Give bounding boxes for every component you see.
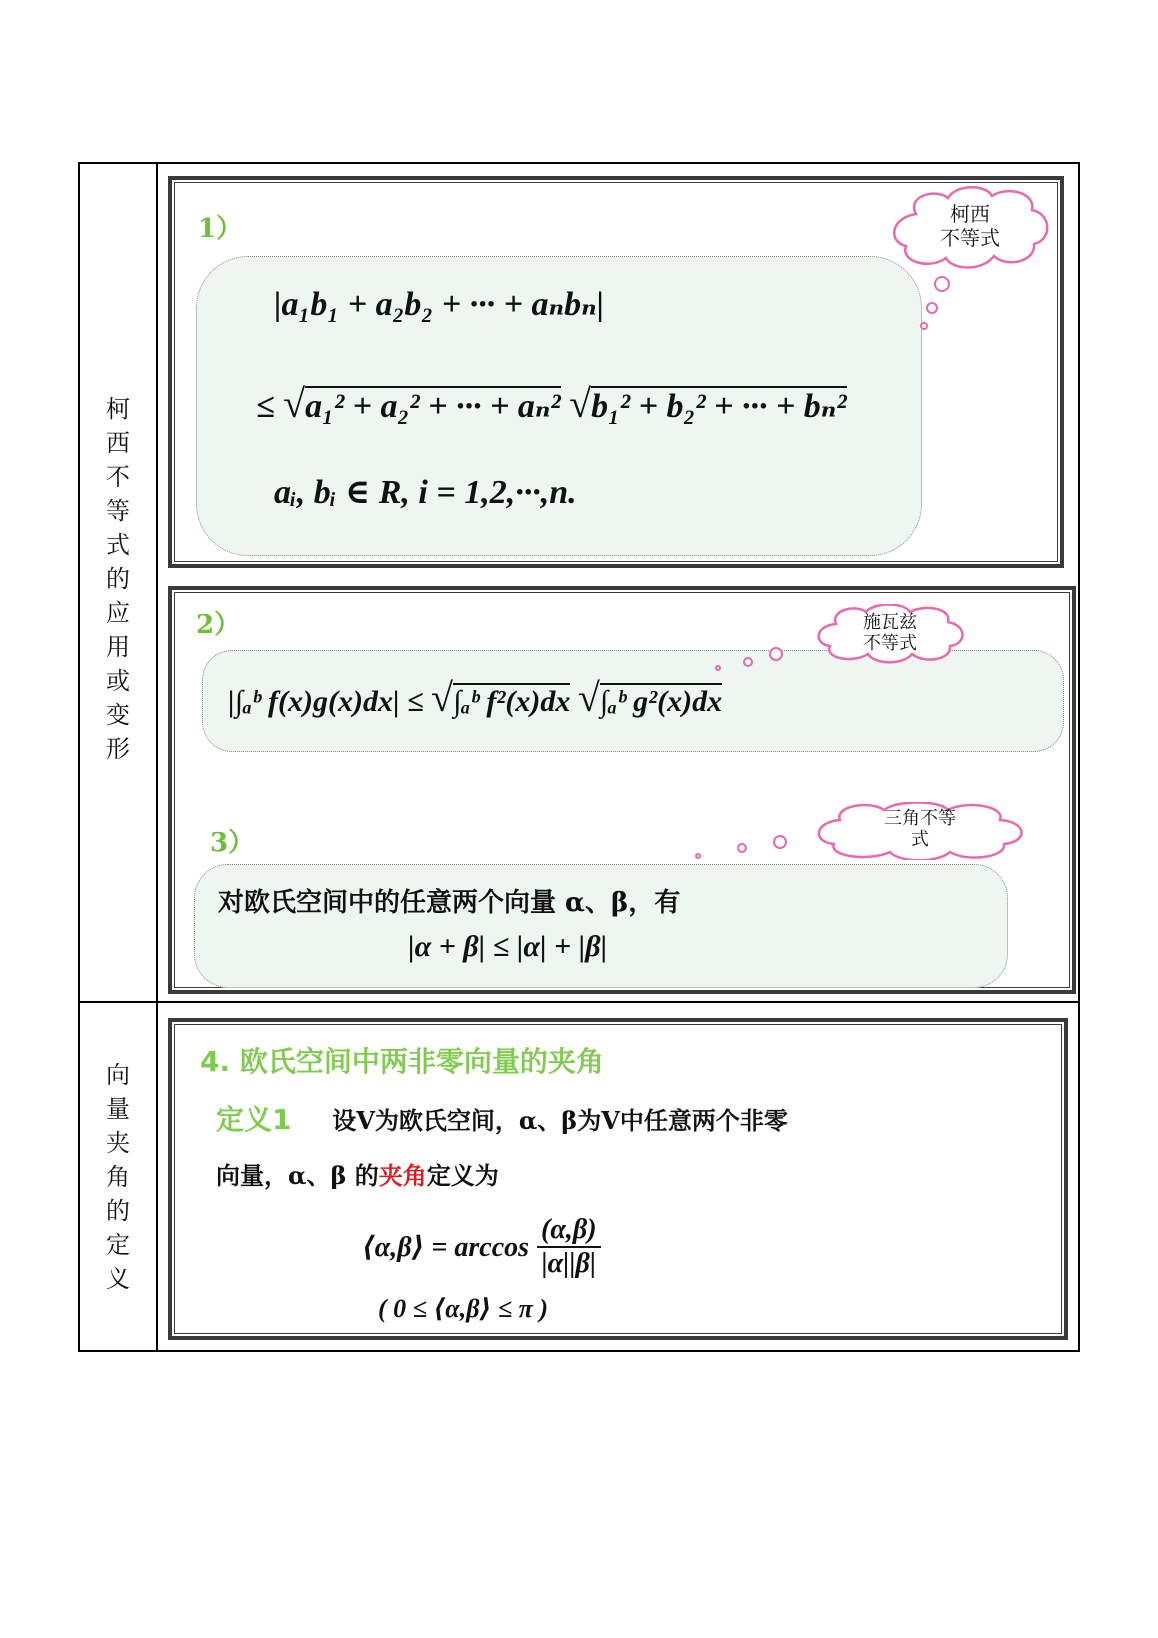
cloud-line1: 施瓦兹 — [863, 612, 917, 633]
cauchy-line3: aᵢ, bᵢ ∈ R, i = 1,2,···,n. — [274, 474, 577, 511]
angle-formula-lhs: ⟨α,β⟩ = arccos — [362, 1232, 530, 1263]
cloud-triangle — [810, 802, 1030, 860]
side-label-char: 应 — [106, 599, 130, 627]
cloud-bubbles-1 — [912, 276, 952, 336]
radical2: b₁² + b₂² + ··· + bₙ² — [591, 388, 847, 425]
side-label-char: 的 — [106, 1197, 130, 1225]
schwarz-formula: |∫ₐᵇ f(x)g(x)dx| ≤ √∫ₐᵇ f²(x)dx √∫ₐᵇ g²(x)dx — [228, 675, 723, 720]
cloud-cauchy-text — [886, 202, 1054, 250]
side-label-char: 等 — [106, 497, 130, 525]
schwarz-lhs: |∫ₐᵇ f(x)g(x)dx| — [228, 685, 400, 718]
angle-range: ( 0 ≤ ⟨α,β⟩ ≤ π ) — [378, 1294, 549, 1323]
side-label-char: 量 — [106, 1095, 130, 1123]
fraction-denominator: |α||β| — [541, 1248, 597, 1279]
section3-text: 对欧氏空间中的任意两个向量 α、β，有 — [218, 888, 681, 918]
definition-line1 — [216, 1098, 788, 1138]
side-label-char: 角 — [106, 1163, 130, 1191]
cloud-schwarz-text — [812, 612, 968, 654]
definition-line2 — [216, 1156, 499, 1191]
section3-number: 3） — [210, 828, 255, 858]
cloud-bubbles-2 — [678, 646, 788, 676]
definition-text2a: 向量，α、β 的 — [216, 1161, 379, 1190]
section1-frame — [168, 176, 1064, 568]
section1-number: 1） — [198, 214, 243, 244]
definition-text1: 设V为欧氏空间，α、β为V中任意两个非零 — [332, 1106, 788, 1135]
row2-side-label — [80, 1058, 156, 1296]
cloud-triangle-text — [810, 808, 1030, 850]
fraction-numerator: (α,β) — [537, 1214, 600, 1248]
cauchy-line1: |a₁b₁ + a₂b₂ + ··· + aₙbₙ| — [274, 286, 605, 323]
schwarz-rad2: ∫ₐᵇ g²(x)dx — [599, 685, 723, 718]
side-label-char: 西 — [106, 429, 130, 457]
side-label-char: 或 — [106, 667, 130, 695]
schwarz-le: ≤ — [407, 685, 424, 718]
row1-side-label — [80, 392, 156, 766]
cloud-line2: 不等式 — [940, 226, 1000, 250]
side-label-char: 用 — [106, 633, 130, 661]
side-label-char: 义 — [106, 1265, 130, 1293]
section4-frame — [168, 1018, 1068, 1340]
side-label-char: 不 — [106, 463, 130, 491]
side-label-char: 向 — [106, 1061, 130, 1089]
section4-title: 4. 欧氏空间中两非零向量的夹角 — [200, 1045, 604, 1078]
section23-frame — [168, 586, 1076, 994]
radical1: a₁² + a₂² + ··· + aₙ² — [305, 388, 561, 425]
side-label-char: 的 — [106, 565, 130, 593]
side-label-char: 变 — [106, 701, 130, 729]
schwarz-rad1: ∫ₐᵇ f²(x)dx — [452, 685, 571, 718]
cloud-line1: 三角不等 — [884, 808, 956, 829]
cloud-cauchy — [886, 184, 1054, 274]
column-divider — [156, 164, 158, 1350]
cloud-bubbles-3 — [652, 834, 792, 864]
side-label-char: 形 — [106, 735, 130, 763]
triangle-formula: |α + β| ≤ |α| + |β| — [408, 930, 608, 963]
cauchy-line2: ≤ √a₁² + a₂² + ··· + aₙ² √b₁² + b₂² + ··· + bₙ² — [256, 381, 847, 426]
cloud-schwarz — [812, 604, 968, 664]
cloud-line1: 柯西 — [950, 202, 990, 226]
row-divider — [80, 1001, 1078, 1003]
side-label-char: 夹 — [106, 1129, 130, 1157]
side-label-char: 定 — [106, 1231, 130, 1259]
angle-keyword: 夹角 — [378, 1161, 427, 1190]
cloud-line2: 式 — [911, 829, 929, 850]
angle-formula — [362, 1214, 601, 1280]
le-symbol: ≤ — [256, 388, 275, 425]
side-label-char: 式 — [106, 531, 130, 559]
definition-text2b: 定义为 — [426, 1161, 499, 1190]
cloud-line2: 不等式 — [863, 633, 917, 654]
definition-label: 定义1 — [216, 1103, 292, 1136]
fraction — [537, 1214, 600, 1280]
side-label-char: 柯 — [106, 395, 130, 423]
section2-number: 2） — [196, 610, 241, 640]
